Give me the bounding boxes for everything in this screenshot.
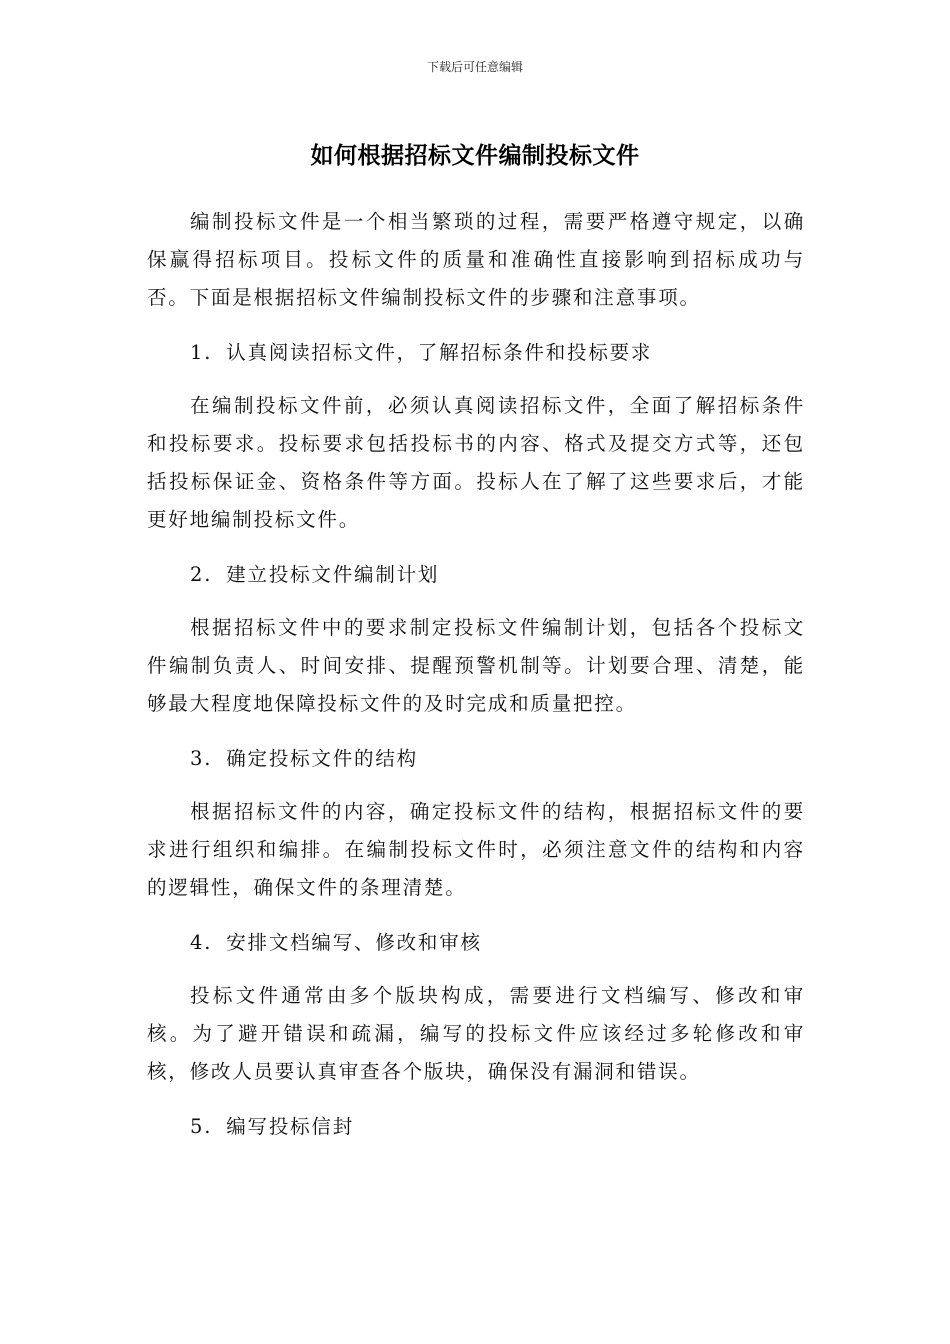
section-heading-text: 认真阅读招标文件，了解招标条件和投标要求 [226, 341, 653, 364]
section-number: 4. [190, 931, 213, 954]
document-body [147, 203, 805, 1161]
section-5-heading [147, 1108, 805, 1146]
section-number: 5. [190, 1115, 213, 1138]
section-heading-text: 确定投标文件的结构 [226, 747, 418, 770]
section-number: 2. [190, 563, 213, 586]
section-heading-text: 建立投标文件编制计划 [226, 563, 440, 586]
section-2-body: 根据招标文件中的要求制定投标文件编制计划，包括各个投标文件编制负责人、时间安排、提醒预警机制等。计划要合理、清楚，能够最大程度地保障投标文件的及时完成和质量把控。 [147, 616, 805, 715]
section-4-body: 投标文件通常由多个版块构成，需要进行文档编写、修改和审核。为了避开错误和疏漏，编写的投标文件应该经过多轮修改和审核，修改人员要认真审查各个版块，确保没有漏洞和错误。 [147, 984, 805, 1083]
section-3-body: 根据招标文件的内容，确定投标文件的结构，根据招标文件的要求进行组织和编排。在编制投标文件时，必须注意文件的结构和内容的逻辑性，确保文件的条理清楚。 [147, 800, 805, 899]
header-note: 下载后可任意编辑 [426, 60, 523, 74]
section-2-heading [147, 556, 805, 594]
document-title: 如何根据招标文件编制投标文件 [310, 143, 640, 169]
section-heading-text: 安排文档编写、修改和审核 [226, 931, 482, 954]
section-4-heading [147, 924, 805, 962]
section-1-heading [147, 334, 805, 372]
section-number: 3. [190, 747, 213, 770]
intro-paragraph: 编制投标文件是一个相当繁琐的过程，需要严格遵守规定，以确保赢得招标项目。投标文件的质量和准确性直接影响到招标成功与否。下面是根据招标文件编制投标文件的步骤和注意事项。 [147, 210, 805, 309]
section-1-body: 在编制投标文件前，必须认真阅读招标文件，全面了解招标条件和投标要求。投标要求包括投标书的内容、格式及提交方式等，还包括投标保证金、资格条件等方面。投标人在了解了这些要求后，才能更好地编制投标文件。 [147, 394, 805, 531]
section-heading-text: 编写投标信封 [226, 1115, 355, 1138]
section-3-heading [147, 740, 805, 778]
section-number: 1. [190, 341, 213, 364]
